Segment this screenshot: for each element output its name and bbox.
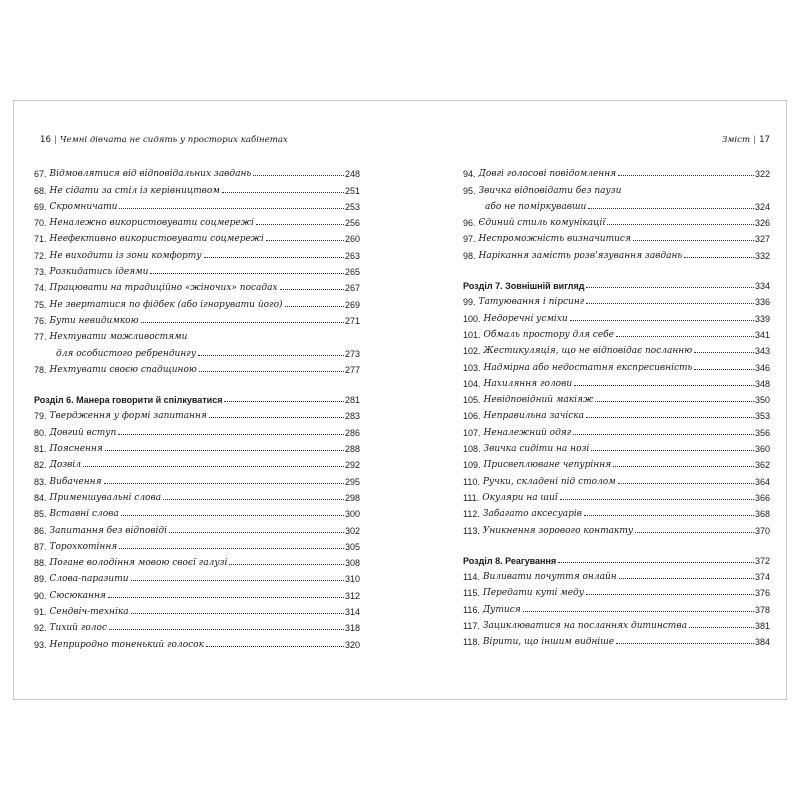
leader-dots xyxy=(570,320,754,321)
toc-entry xyxy=(463,179,770,195)
entry-page: 298 xyxy=(344,492,360,503)
running-head-left xyxy=(40,134,360,146)
toc-section-heading xyxy=(463,550,770,566)
leader-dots xyxy=(586,303,754,304)
toc-entry xyxy=(34,261,360,277)
entry-page: 381 xyxy=(754,621,770,632)
leader-dots xyxy=(633,240,754,241)
toc-entry xyxy=(463,438,770,454)
entry-number: 78. xyxy=(34,364,47,375)
section-gap xyxy=(463,536,770,550)
leader-dots xyxy=(108,597,344,598)
entry-title: Не сідати за стіл із керівництвом xyxy=(49,185,220,196)
leader-dots xyxy=(141,322,344,323)
toc-entry xyxy=(463,487,770,503)
entry-number: 108. xyxy=(463,444,481,455)
section-page: 281 xyxy=(344,395,360,406)
entry-page: 324 xyxy=(754,201,770,212)
entry-number: 87. xyxy=(34,541,47,552)
entry-title: Неспроможність визначитися xyxy=(478,234,631,245)
right-page xyxy=(463,101,770,699)
toc-entry xyxy=(463,389,770,405)
entry-title: Погане володіння мовою своєї галузі xyxy=(49,558,228,569)
entry-title: Працювати на традиційно «жіночих» посадах xyxy=(49,283,278,294)
leader-dots xyxy=(199,371,344,372)
entry-page: 353 xyxy=(754,411,770,422)
toc-entry xyxy=(463,421,770,437)
entry-page: 364 xyxy=(754,476,770,487)
entry-number: 71. xyxy=(34,234,47,245)
entry-page: 312 xyxy=(344,590,360,601)
leader-dots xyxy=(574,385,754,386)
leader-dots xyxy=(222,192,344,193)
toc-entry xyxy=(34,179,360,195)
entry-number: 75. xyxy=(34,299,47,310)
entry-number: 95. xyxy=(463,185,476,196)
page-number: 16 xyxy=(40,135,51,145)
toc-entry xyxy=(34,277,360,293)
section-page: 334 xyxy=(754,281,770,292)
entry-title: Довгі голосові повідомлення xyxy=(478,169,617,180)
entry-number: 81. xyxy=(34,444,47,455)
entry-page: 350 xyxy=(754,395,770,406)
entry-number: 85. xyxy=(34,509,47,520)
page-number: 17 xyxy=(759,135,770,145)
leader-dots xyxy=(256,224,344,225)
entry-number: 112. xyxy=(463,509,480,520)
leader-dots xyxy=(523,611,754,612)
toc-entry xyxy=(463,324,770,340)
entry-number: 73. xyxy=(34,267,47,278)
section-title: Розділ 7. Зовнішній вигляд xyxy=(463,281,585,292)
leader-dots xyxy=(586,594,754,595)
entry-number: 100. xyxy=(463,313,481,324)
entry-page: 305 xyxy=(344,541,360,552)
entry-number: 68. xyxy=(34,185,47,196)
running-head-right xyxy=(463,134,770,146)
toc-entry xyxy=(34,326,360,342)
toc-entry xyxy=(463,373,770,389)
entry-title: Нарікання замість розв'язування завдань xyxy=(478,250,683,261)
entry-number: 74. xyxy=(34,283,47,294)
entry-page: 336 xyxy=(754,297,770,308)
entry-page: 310 xyxy=(344,574,360,585)
entry-page: 260 xyxy=(344,234,360,245)
entry-title: Відмовлятися від відповідальних завдань xyxy=(49,169,252,180)
toc-entry xyxy=(463,470,770,486)
leader-dots xyxy=(618,175,754,176)
entry-title: Окуляри на шиї xyxy=(482,492,558,503)
toc-section-heading xyxy=(34,389,360,405)
toc-entry xyxy=(463,454,770,470)
leader-dots xyxy=(121,515,344,516)
toc-entry xyxy=(34,163,360,179)
entry-title-continued: або не поміркувавши xyxy=(485,201,587,212)
leader-dots xyxy=(607,224,754,225)
entry-page: 376 xyxy=(754,588,770,599)
leader-dots xyxy=(689,627,754,628)
entry-page: 346 xyxy=(754,362,770,373)
leader-dots xyxy=(83,466,344,467)
toc-entry xyxy=(34,359,360,375)
entry-number: 76. xyxy=(34,315,47,326)
entry-title: Дутися xyxy=(482,604,521,615)
toc-entry xyxy=(463,356,770,372)
entry-title: Скромничати xyxy=(49,201,118,212)
entry-page: 273 xyxy=(344,348,360,359)
toc-entry-continued xyxy=(34,342,360,358)
entry-title: Торохкотіння xyxy=(49,541,118,552)
section-title: Розділ 6. Манера говорити й спілкуватися xyxy=(34,395,223,406)
entry-page: 253 xyxy=(344,201,360,212)
separator: | xyxy=(753,135,757,145)
entry-number: 67. xyxy=(34,169,47,180)
section-title: Розділ 8. Реагування xyxy=(463,555,557,566)
toc-entry xyxy=(34,536,360,552)
entry-number: 104. xyxy=(463,378,481,389)
entry-title: Татуювання і пірсинг xyxy=(478,297,585,308)
entry-page: 362 xyxy=(754,460,770,471)
entry-title: Звичка сидіти на нозі xyxy=(483,444,590,455)
entry-page: 341 xyxy=(754,329,770,340)
toc-entry xyxy=(463,228,770,244)
entry-number: 72. xyxy=(34,250,47,261)
entry-page: 332 xyxy=(754,250,770,261)
entry-title: Надмірна або недостатня експресивність xyxy=(483,362,693,373)
entry-title: Сендвіч-техніка xyxy=(49,607,129,618)
entry-title: Вставні слова xyxy=(49,509,119,520)
entry-page: 302 xyxy=(344,525,360,536)
entry-title: Неефективно використовувати соцмережі xyxy=(49,234,264,245)
entry-page: 339 xyxy=(754,313,770,324)
entry-title: Вірити, що іншим видніше xyxy=(482,637,615,648)
leader-dots xyxy=(586,287,754,288)
entry-title: Присвеплюване чепуріння xyxy=(483,460,612,471)
leader-dots xyxy=(229,564,344,565)
toc-entry xyxy=(463,291,770,307)
entry-page: 384 xyxy=(754,637,770,648)
entry-title: Слова-паразити xyxy=(49,574,129,585)
entry-title: Розкидатись ідеями xyxy=(49,267,149,278)
entry-title: Не звертатися по фідбек (або ігнорувати його) xyxy=(49,299,283,310)
toc-entry xyxy=(34,310,360,326)
leader-dots xyxy=(694,369,754,370)
entry-number: 109. xyxy=(463,460,481,471)
entry-number: 117. xyxy=(463,621,480,632)
entry-number: 80. xyxy=(34,427,47,438)
entry-title: Сюсюкання xyxy=(49,590,106,601)
toc-entry xyxy=(34,470,360,486)
entry-number: 70. xyxy=(34,218,47,229)
entry-title: Неналежно використовувати соцмережі xyxy=(49,218,254,229)
section-gap xyxy=(463,261,770,275)
entry-title: Жестикуляція, що не відповідає посланню xyxy=(483,346,693,357)
entry-title: Нахиляння голови xyxy=(483,378,573,389)
entry-page: 286 xyxy=(344,427,360,438)
entry-title: Вибачення xyxy=(49,476,102,487)
leader-dots xyxy=(169,532,344,533)
entry-title: Неприродно тоненький голосок xyxy=(49,639,204,650)
leader-dots xyxy=(206,646,344,647)
leader-dots xyxy=(588,208,754,209)
entry-number: 86. xyxy=(34,525,47,536)
entry-number: 111. xyxy=(463,492,480,503)
toc-entry xyxy=(34,438,360,454)
entry-number: 110. xyxy=(463,476,480,487)
entry-number: 92. xyxy=(34,623,47,634)
entry-number: 102. xyxy=(463,346,481,357)
entry-number: 79. xyxy=(34,411,47,422)
entry-number: 69. xyxy=(34,201,47,212)
toc-entry xyxy=(463,212,770,228)
toc-right xyxy=(463,163,770,647)
entry-number: 114. xyxy=(463,572,480,583)
toc-entry xyxy=(34,633,360,649)
entry-number: 118. xyxy=(463,637,480,648)
entry-page: 356 xyxy=(754,427,770,438)
leader-dots xyxy=(209,417,344,418)
entry-number: 115. xyxy=(463,588,480,599)
entry-number: 88. xyxy=(34,558,47,569)
entry-title: Тихий голос xyxy=(49,623,108,634)
toc-entry xyxy=(463,244,770,260)
toc-entry xyxy=(463,615,770,631)
toc-entry xyxy=(34,519,360,535)
entry-page: 292 xyxy=(344,460,360,471)
entry-title: Бути невидимкою xyxy=(49,315,139,326)
toc-entry xyxy=(34,421,360,437)
entry-page: 366 xyxy=(754,492,770,503)
leader-dots xyxy=(616,336,754,337)
leader-dots xyxy=(119,548,344,549)
entry-number: 94. xyxy=(463,169,476,180)
entry-page: 265 xyxy=(344,267,360,278)
entry-page: 368 xyxy=(754,509,770,520)
entry-number: 103. xyxy=(463,362,481,373)
leader-dots xyxy=(150,273,344,274)
entry-page: 314 xyxy=(344,607,360,618)
leader-dots xyxy=(573,434,754,435)
toc-entry xyxy=(463,598,770,614)
leader-dots xyxy=(285,306,344,307)
entry-page: 370 xyxy=(754,525,770,536)
entry-page: 295 xyxy=(344,476,360,487)
leader-dots xyxy=(198,355,344,356)
entry-title: Дозвіл xyxy=(49,460,82,471)
toc-entry xyxy=(34,617,360,633)
entry-title: Зациклюватися на посланнях дитинства xyxy=(482,621,687,632)
entry-number: 97. xyxy=(463,234,476,245)
left-page xyxy=(34,101,360,699)
entry-number: 106. xyxy=(463,411,481,422)
entry-page: 308 xyxy=(344,558,360,569)
toc-entry xyxy=(34,568,360,584)
entry-page: 318 xyxy=(344,623,360,634)
toc-entry xyxy=(463,307,770,323)
entry-number: 84. xyxy=(34,492,47,503)
leader-dots xyxy=(558,562,754,563)
leader-dots xyxy=(253,175,344,176)
entry-title: Звичка відповідати без паузи xyxy=(478,185,622,196)
leader-dots xyxy=(618,483,754,484)
leader-dots xyxy=(119,208,344,209)
entry-page: 326 xyxy=(754,218,770,229)
entry-title: Уникнення зорового контакту xyxy=(482,525,634,536)
leader-dots xyxy=(635,532,754,533)
book-title: Чемні дівчата не сидять у просторих кабінетах xyxy=(59,135,288,145)
leader-dots xyxy=(131,613,344,614)
section-title: Зміст xyxy=(721,135,751,145)
entry-title: Обмаль простору для себе xyxy=(483,329,614,340)
entry-title: Нехтувати своєю спадщиною xyxy=(49,364,197,375)
toc-entry xyxy=(463,582,770,598)
entry-title: Виливати почуття онлайн xyxy=(482,572,617,583)
entry-title: Нехтувати можливостями xyxy=(49,332,188,343)
toc-entry xyxy=(34,196,360,212)
separator: | xyxy=(53,135,57,145)
entry-title: Забагато аксесуарів xyxy=(482,509,583,520)
toc-entry xyxy=(34,454,360,470)
leader-dots xyxy=(613,466,754,467)
entry-page: 263 xyxy=(344,250,360,261)
leader-dots xyxy=(266,240,344,241)
leader-dots xyxy=(105,450,344,451)
entry-number: 93. xyxy=(34,639,47,650)
entry-page: 343 xyxy=(754,346,770,357)
entry-title: Запитання без відповіді xyxy=(49,525,167,536)
entry-page: 320 xyxy=(344,639,360,650)
toc-entry xyxy=(463,405,770,421)
leader-dots xyxy=(118,434,344,435)
entry-number: 101. xyxy=(463,329,481,340)
leader-dots xyxy=(104,483,344,484)
toc-entry xyxy=(463,163,770,179)
leader-dots xyxy=(280,289,344,290)
leader-dots xyxy=(584,515,754,516)
entry-number: 99. xyxy=(463,297,476,308)
entry-number: 90. xyxy=(34,590,47,601)
book-spread xyxy=(13,100,787,700)
leader-dots xyxy=(595,401,754,402)
toc-entry xyxy=(34,552,360,568)
entry-page: 277 xyxy=(344,364,360,375)
entry-page: 256 xyxy=(344,218,360,229)
leader-dots xyxy=(619,578,754,579)
toc-entry-continued xyxy=(463,196,770,212)
toc-entry xyxy=(34,601,360,617)
entry-title: Неналежний одяг xyxy=(483,427,572,438)
toc-entry xyxy=(463,519,770,535)
entry-title: Не виходити із зони комфорту xyxy=(49,250,202,261)
entry-page: 348 xyxy=(754,378,770,389)
toc-entry xyxy=(34,244,360,260)
leader-dots xyxy=(586,417,754,418)
toc-entry xyxy=(34,584,360,600)
entry-title: Єдиний стиль комунікації xyxy=(478,218,606,229)
entry-number: 77. xyxy=(34,332,47,343)
leader-dots xyxy=(591,450,754,451)
leader-dots xyxy=(616,643,754,644)
entry-number: 116. xyxy=(463,604,480,615)
leader-dots xyxy=(694,352,754,353)
entry-number: 105. xyxy=(463,395,481,406)
entry-title: Передати куті меду xyxy=(482,588,584,599)
toc-entry xyxy=(34,405,360,421)
entry-number: 98. xyxy=(463,250,476,261)
entry-page: 322 xyxy=(754,169,770,180)
entry-title: Неправильна зачіска xyxy=(483,411,584,422)
leader-dots xyxy=(684,257,754,258)
toc-entry xyxy=(34,228,360,244)
entry-number: 82. xyxy=(34,460,47,471)
leader-dots xyxy=(109,629,344,630)
entry-number: 113. xyxy=(463,525,480,536)
entry-title: Невідповідний макіяж xyxy=(483,395,594,406)
entry-page: 300 xyxy=(344,509,360,520)
section-page: 372 xyxy=(754,555,770,566)
toc-entry xyxy=(463,340,770,356)
entry-title: Применшувальні слова xyxy=(49,492,162,503)
toc-entry xyxy=(463,503,770,519)
entry-title: Довгий вступ xyxy=(49,427,117,438)
leader-dots xyxy=(560,499,754,500)
entry-number: 96. xyxy=(463,218,476,229)
toc-left xyxy=(34,163,360,650)
entry-title: Недоречні усміхи xyxy=(483,313,568,324)
entry-number: 91. xyxy=(34,607,47,618)
toc-entry xyxy=(34,212,360,228)
toc-entry xyxy=(34,487,360,503)
entry-page: 267 xyxy=(344,283,360,294)
section-gap xyxy=(34,375,360,389)
entry-number: 107. xyxy=(463,427,481,438)
toc-entry xyxy=(34,293,360,309)
entry-title-continued: для особистого ребрендингу xyxy=(56,348,197,359)
toc-section-heading xyxy=(463,275,770,291)
entry-page: 288 xyxy=(344,444,360,455)
entry-page: 378 xyxy=(754,604,770,615)
entry-title: Твердження у формі запитання xyxy=(49,411,207,422)
toc-entry xyxy=(463,631,770,647)
entry-page: 327 xyxy=(754,234,770,245)
entry-page: 251 xyxy=(344,185,360,196)
toc-entry xyxy=(34,503,360,519)
entry-title: Пояснення xyxy=(49,444,103,455)
leader-dots xyxy=(224,401,344,402)
leader-dots xyxy=(204,257,344,258)
leader-dots xyxy=(163,499,344,500)
entry-page: 360 xyxy=(754,444,770,455)
entry-number: 83. xyxy=(34,476,47,487)
leader-dots xyxy=(131,580,344,581)
entry-number: 89. xyxy=(34,574,47,585)
entry-page: 374 xyxy=(754,572,770,583)
entry-page: 283 xyxy=(344,411,360,422)
entry-page: 271 xyxy=(344,315,360,326)
entry-title: Ручки, складені під столом xyxy=(482,476,616,487)
entry-page: 269 xyxy=(344,299,360,310)
entry-page: 248 xyxy=(344,169,360,180)
toc-entry xyxy=(463,566,770,582)
